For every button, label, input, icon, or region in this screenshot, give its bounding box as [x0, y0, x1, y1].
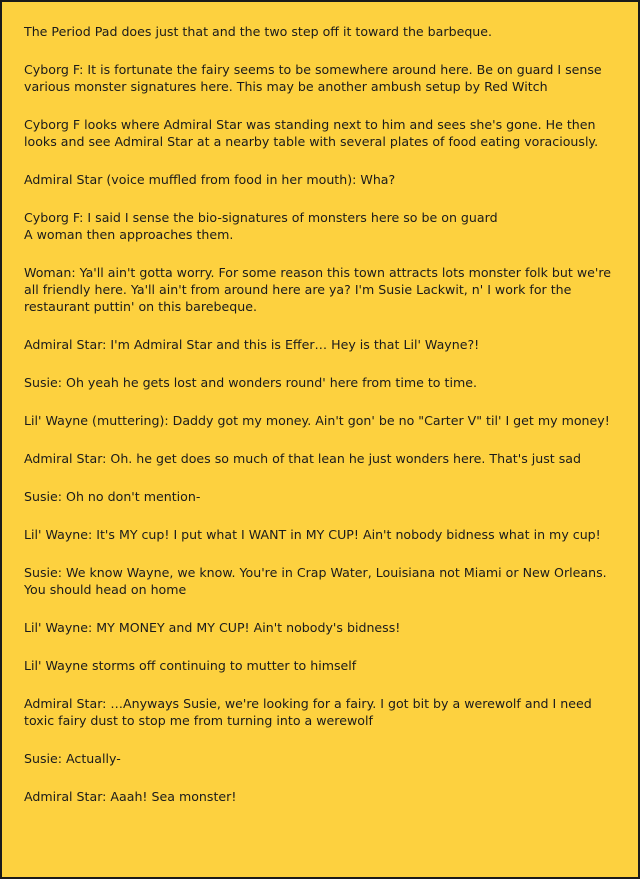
paragraph: Susie: We know Wayne, we know. You're in Crap Water, Louisiana not Miami or New Orleans. You should head on home [24, 565, 607, 597]
paragraph: Susie: Oh yeah he gets lost and wonders round' here from time to time. [24, 375, 477, 390]
paragraph: Admiral Star: Oh. he get does so much of that lean he just wonders here. That's just sad [24, 451, 582, 466]
paragraph: Admiral Star: …Anyways Susie, we're looking for a fairy. I got bit by a werewolf and I need toxic fairy dust to stop me from turning into a werewolf [24, 696, 592, 728]
story-text [24, 23, 618, 805]
paragraph: Cyborg F looks where Admiral Star was standing next to him and sees she's gone. He then looks and see Admiral Star at a nearby table with several plates of food eating voraciously. [24, 117, 599, 149]
paragraph: Lil' Wayne storms off continuing to mutter to himself [24, 658, 357, 673]
paragraph: Cyborg F: I said I sense the bio-signatures of monsters here so be on guard A woman then approaches them. [24, 210, 498, 242]
paragraph: Woman: Ya'll ain't gotta worry. For some reason this town attracts lots monster folk but we're all friendly here. Ya'll ain't from around here are ya? I'm Susie Lackwit, n' I work for the restaurant puttin' on this barebeque. [24, 265, 611, 314]
paragraph: Admiral Star: Aaah! Sea monster! [24, 789, 237, 804]
paragraph: Admiral Star: I'm Admiral Star and this is Effer… Hey is that Lil' Wayne?! [24, 337, 480, 352]
paragraph: Admiral Star (voice muffled from food in her mouth): Wha? [24, 172, 396, 187]
paragraph: Lil' Wayne: It's MY cup! I put what I WANT in MY CUP! Ain't nobody bidness what in my cup! [24, 527, 601, 542]
paragraph: Susie: Actually- [24, 751, 121, 766]
paragraph: Susie: Oh no don't mention- [24, 489, 201, 504]
paragraph: The Period Pad does just that and the two step off it toward the barbeque. [24, 24, 493, 39]
paragraph: Cyborg F: It is fortunate the fairy seems to be somewhere around here. Be on guard I sense various monster signatures here. This may be another ambush setup by Red Witch [24, 62, 602, 94]
paragraph: Lil' Wayne (muttering): Daddy got my money. Ain't gon' be no "Carter V" til' I get my money! [24, 413, 610, 428]
paragraph: Lil' Wayne: MY MONEY and MY CUP! Ain't nobody's bidness! [24, 620, 401, 635]
